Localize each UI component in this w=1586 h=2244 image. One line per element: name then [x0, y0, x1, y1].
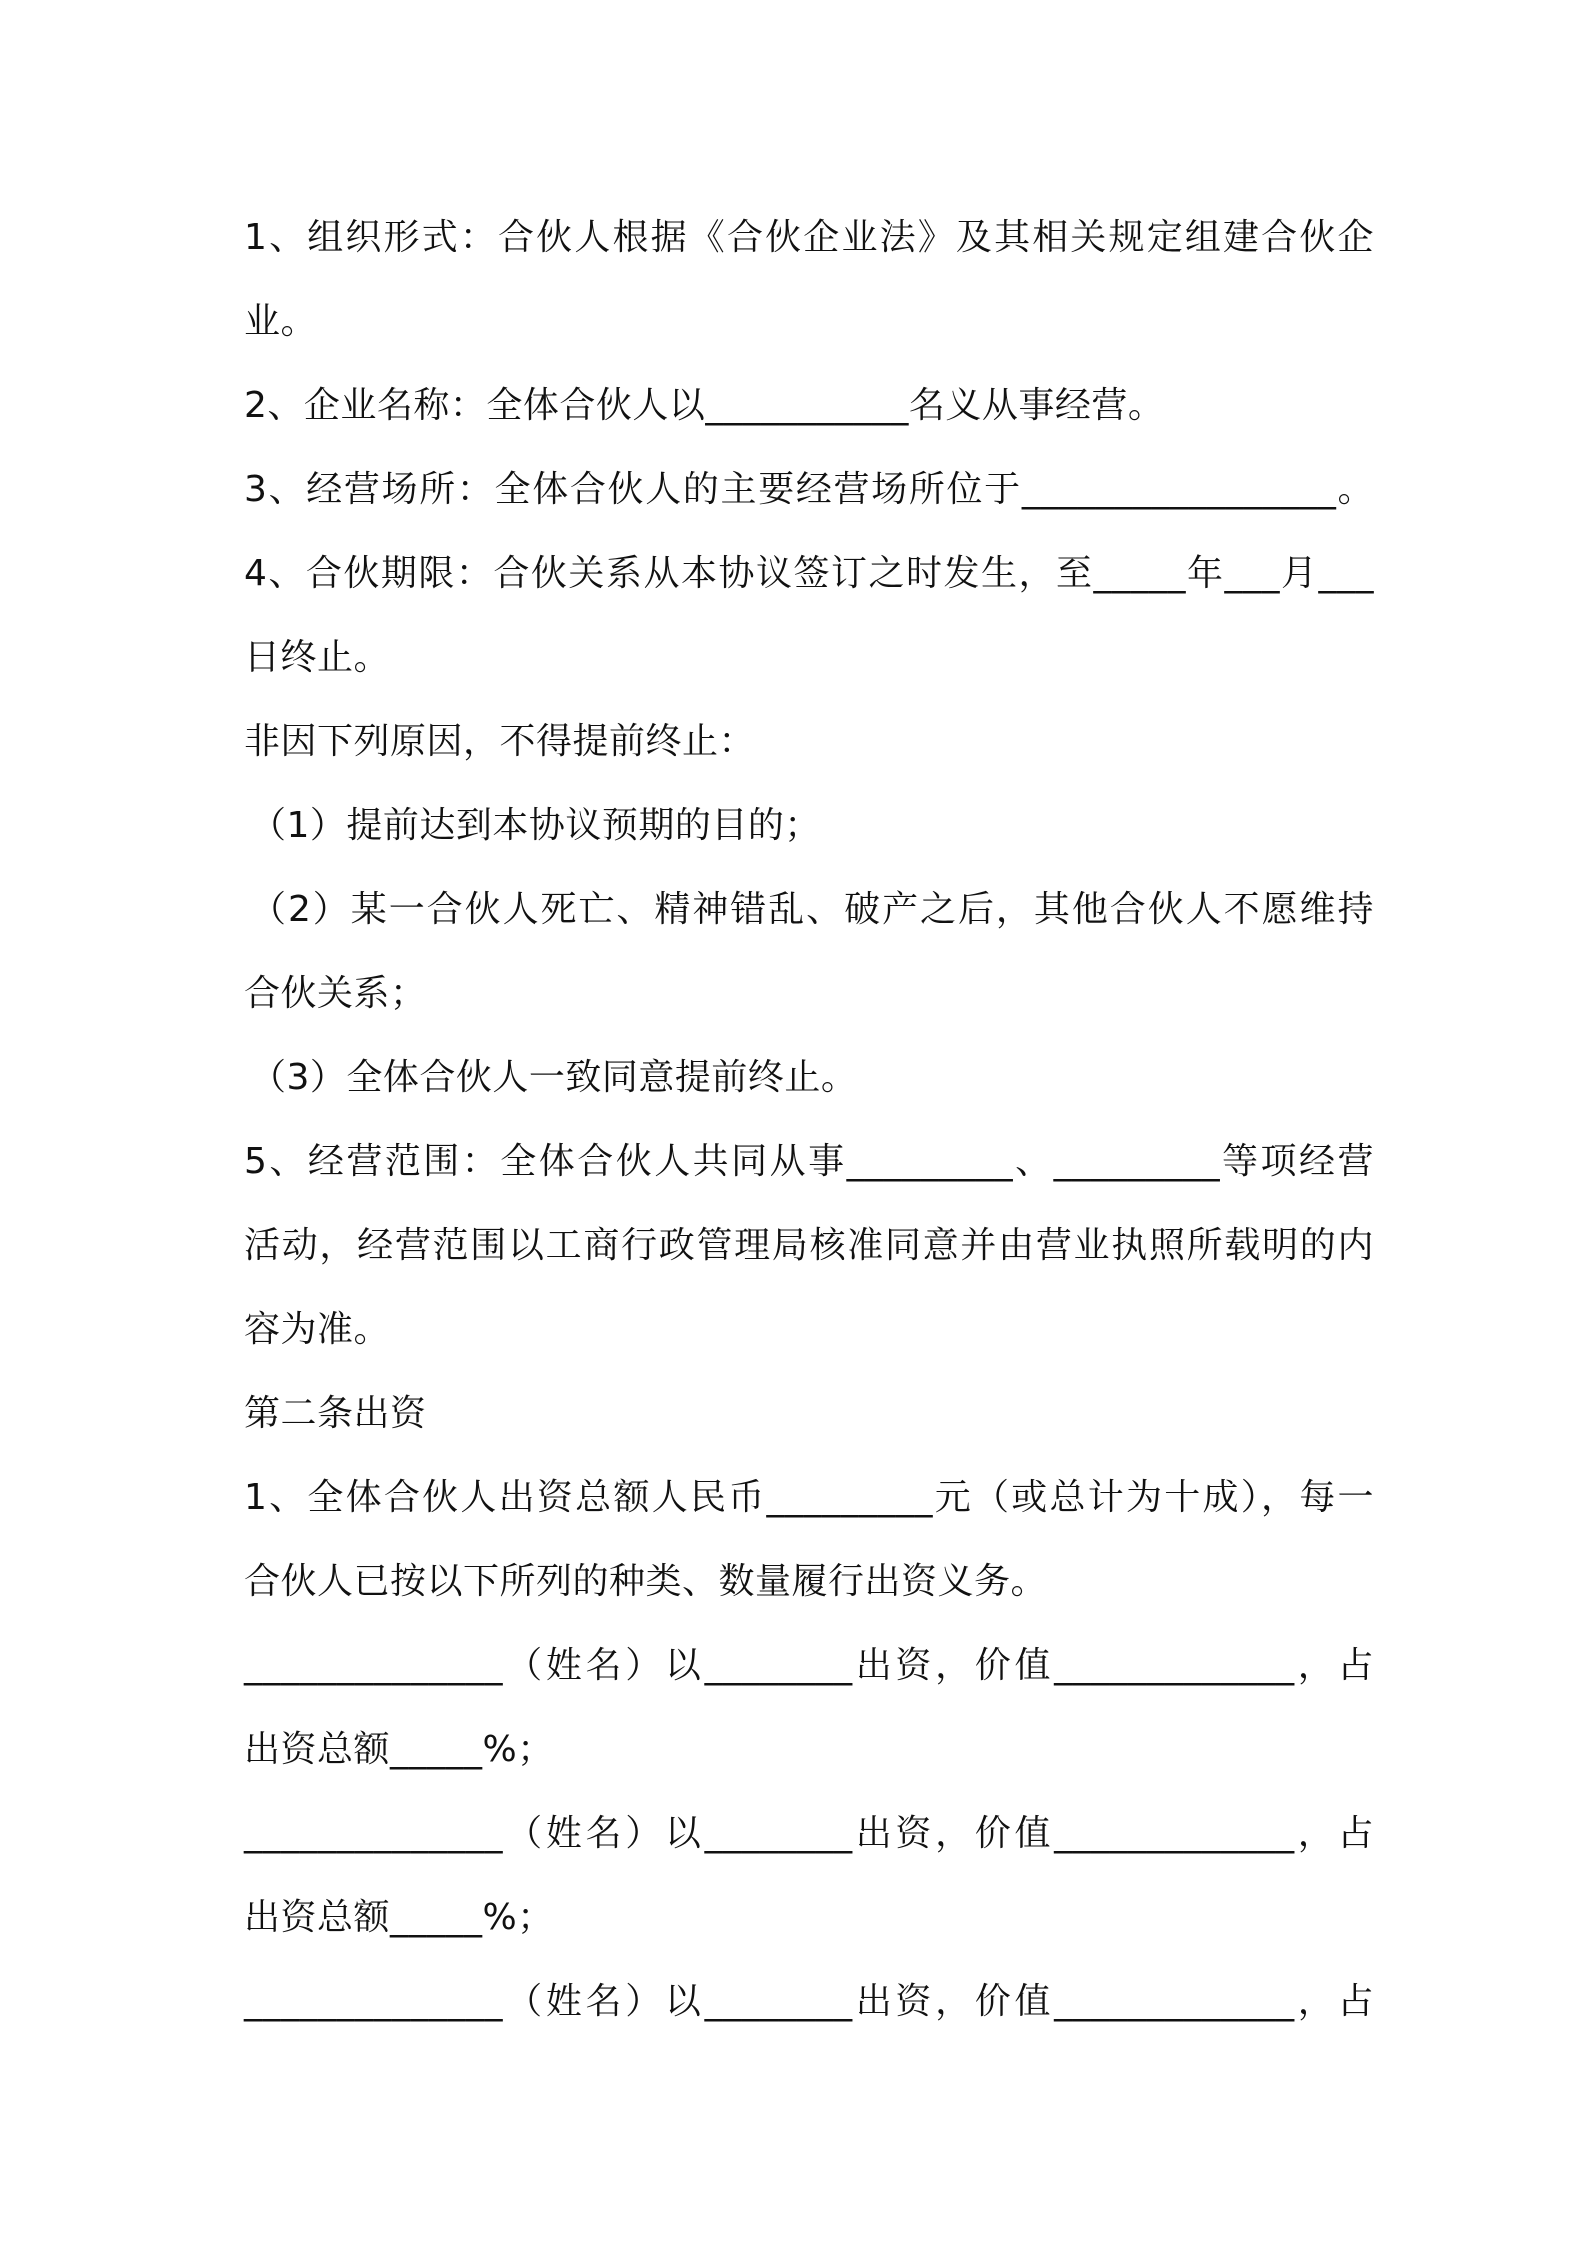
- termination-reason-3: （3）全体合伙人一致同意提前终止。: [250, 1057, 858, 1098]
- contribution-clause-line-2: 合伙人已按以下所列的种类、数量履行出资义务。: [244, 1561, 1048, 1602]
- document-body: [244, 196, 1374, 2044]
- clause-3-line: 3、经营场所：全体合伙人的主要经营场所位于_________________。: [244, 469, 1374, 510]
- contribution-clause-line-1: 1、全体合伙人出资总额人民币_________元（或总计为十成），每一: [244, 1477, 1374, 1518]
- clause-5-line-1: 5、经营范围：全体合伙人共同从事_________、_________等项经营: [244, 1141, 1374, 1182]
- partner-2-line-2: 出资总额_____%；: [244, 1897, 554, 1938]
- clause-5-line-2: 活动，经营范围以工商行政管理局核准同意并由营业执照所载明的内: [244, 1225, 1374, 1266]
- clause-2-line: 2、企业名称：全体合伙人以___________名义从事经营。: [244, 385, 1165, 426]
- clause-1-line-2: 业。: [244, 301, 318, 342]
- termination-reason-1: （1）提前达到本协议预期的目的；: [250, 805, 821, 846]
- termination-reason-2-line-1: （2）某一合伙人死亡、精神错乱、破产之后，其他合伙人不愿维持: [250, 889, 1374, 930]
- partner-1-line-2: 出资总额_____%；: [244, 1729, 554, 1770]
- partner-2-line-1: ______________（姓名）以________出资，价值_____________，占: [244, 1813, 1374, 1854]
- clause-1-line-1: 1、组织形式：合伙人根据《合伙企业法》及其相关规定组建合伙企: [244, 217, 1374, 258]
- clause-5-line-3: 容为准。: [244, 1309, 391, 1350]
- partner-1-line-1: ______________（姓名）以________出资，价值_____________，占: [244, 1645, 1374, 1686]
- termination-intro: 非因下列原因，不得提前终止：: [244, 721, 756, 762]
- termination-reason-2-line-2: 合伙关系；: [244, 973, 427, 1014]
- article-2-heading: 第二条出资: [244, 1393, 427, 1434]
- clause-4-line-2: 日终止。: [244, 637, 391, 678]
- partner-3-line-1: ______________（姓名）以________出资，价值_____________，占: [244, 1981, 1374, 2022]
- clause-4-line-1: 4、合伙期限：合伙关系从本协议签订之时发生，至_____年___月___: [244, 553, 1374, 594]
